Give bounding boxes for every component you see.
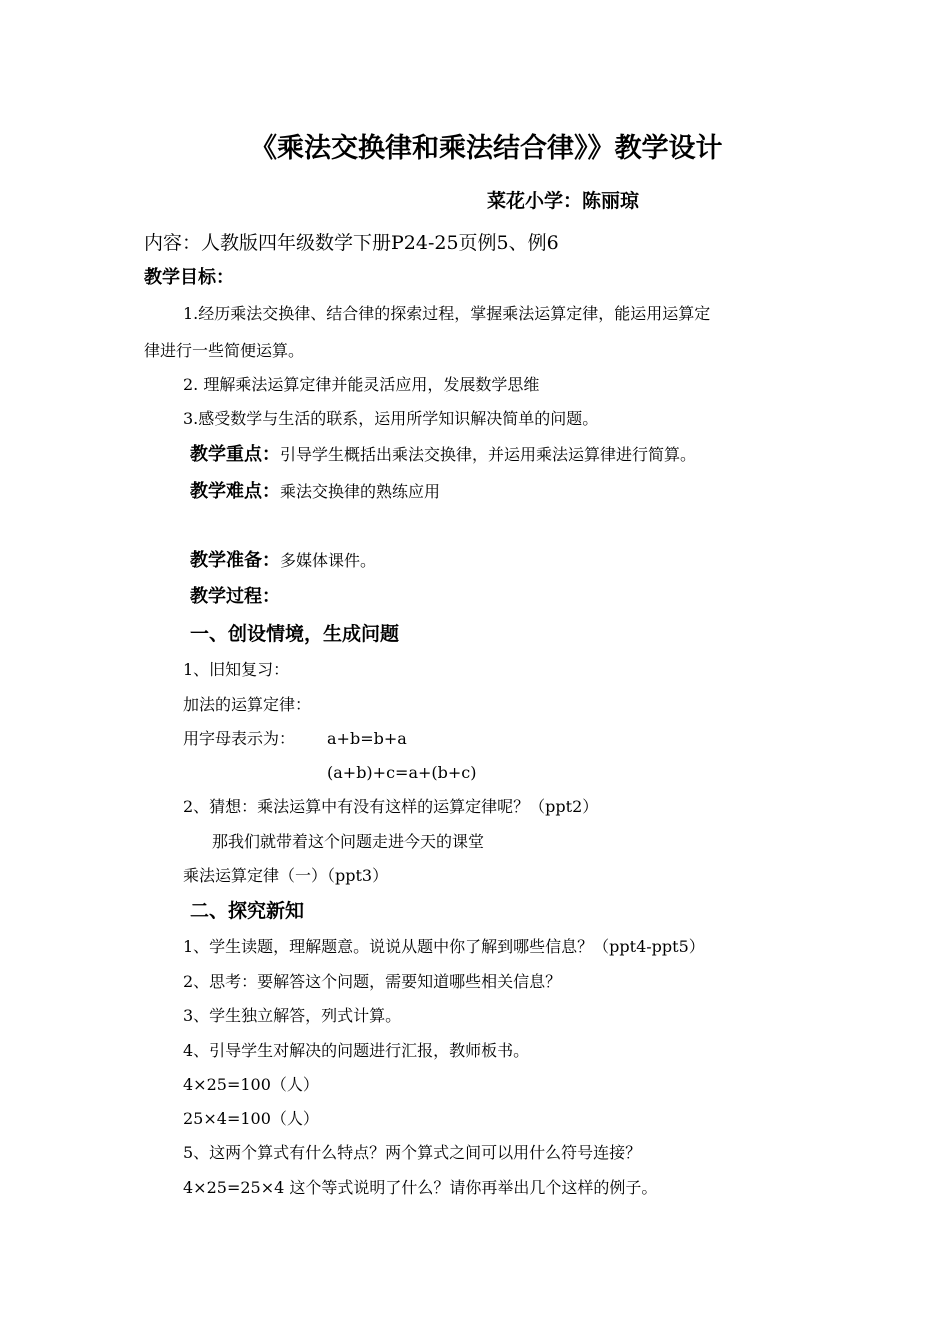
section2-line: 2、思考：要解答这个问题，需要知道哪些相关信息？ [183, 972, 562, 991]
section2-line: 1、学生读题，理解题意。说说从题中你了解到哪些信息？（ppt4-ppt5） [183, 937, 705, 956]
difficulty-label: 教学难点： [190, 481, 280, 502]
key-point-row [190, 444, 696, 466]
document-title: 《乘法交换律和乘法结合律》》教学设计 [250, 133, 723, 164]
difficulty-row [190, 481, 440, 503]
key-point-text: 引导学生概括出乘法交换律，并运用乘法运算律进行简算。 [280, 445, 697, 464]
key-point-label: 教学重点： [190, 444, 280, 465]
process-heading: 教学过程： [190, 586, 280, 607]
section2-line: 5、这两个算式有什么特点？两个算式之间可以用什么符号连接？ [183, 1143, 642, 1162]
goal-line: 3.感受数学与生活的联系，运用所学知识解决简单的问题。 [183, 409, 599, 428]
section1-line: 那我们就带着这个问题走进今天的课堂 [212, 832, 485, 851]
author-line: 菜花小学：陈丽琼 [487, 190, 640, 212]
content-line: 内容：人教版四年级数学下册P24-25页例5、例6 [144, 232, 559, 254]
preparation-text: 多媒体课件。 [280, 551, 377, 570]
section1-line: 2、猜想：乘法运算中有没有这样的运算定律呢？（ppt2） [183, 797, 599, 816]
section2-heading: 二、探究新知 [190, 900, 305, 922]
formula-line: a+b=b+a [327, 729, 407, 748]
section1-line: 加法的运算定律： [183, 695, 312, 714]
section1-line: 1、旧知复习： [183, 660, 290, 679]
section2-line: 4、引导学生对解决的问题进行汇报，教师板书。 [183, 1041, 530, 1060]
section1-heading: 一、创设情境，生成问题 [190, 623, 400, 645]
equation-line: 25×4=100（人） [183, 1109, 319, 1128]
section1-line: 乘法运算定律（一）（ppt3） [183, 866, 389, 885]
preparation-label: 教学准备： [190, 550, 280, 571]
goal-line: 律进行一些简便运算。 [144, 341, 305, 360]
preparation-row [190, 550, 376, 572]
formula-line: (a+b)+c=a+(b+c) [327, 763, 477, 782]
section1-line: 用字母表示为： [183, 729, 296, 748]
goal-line: 2. 理解乘法运算定律并能灵活应用，发展数学思维 [183, 375, 540, 394]
section2-line: 3、学生独立解答，列式计算。 [183, 1006, 402, 1025]
goals-heading: 教学目标： [144, 267, 234, 288]
goal-line: 1.经历乘法交换律、结合律的探索过程，掌握乘法运算定律，能运用运算定 [183, 304, 711, 323]
difficulty-text: 乘法交换律的熟练应用 [280, 482, 441, 501]
equation-line: 4×25=100（人） [183, 1075, 319, 1094]
section2-line: 4×25=25×4 这个等式说明了什么？请你再举出几个这样的例子。 [183, 1178, 658, 1197]
